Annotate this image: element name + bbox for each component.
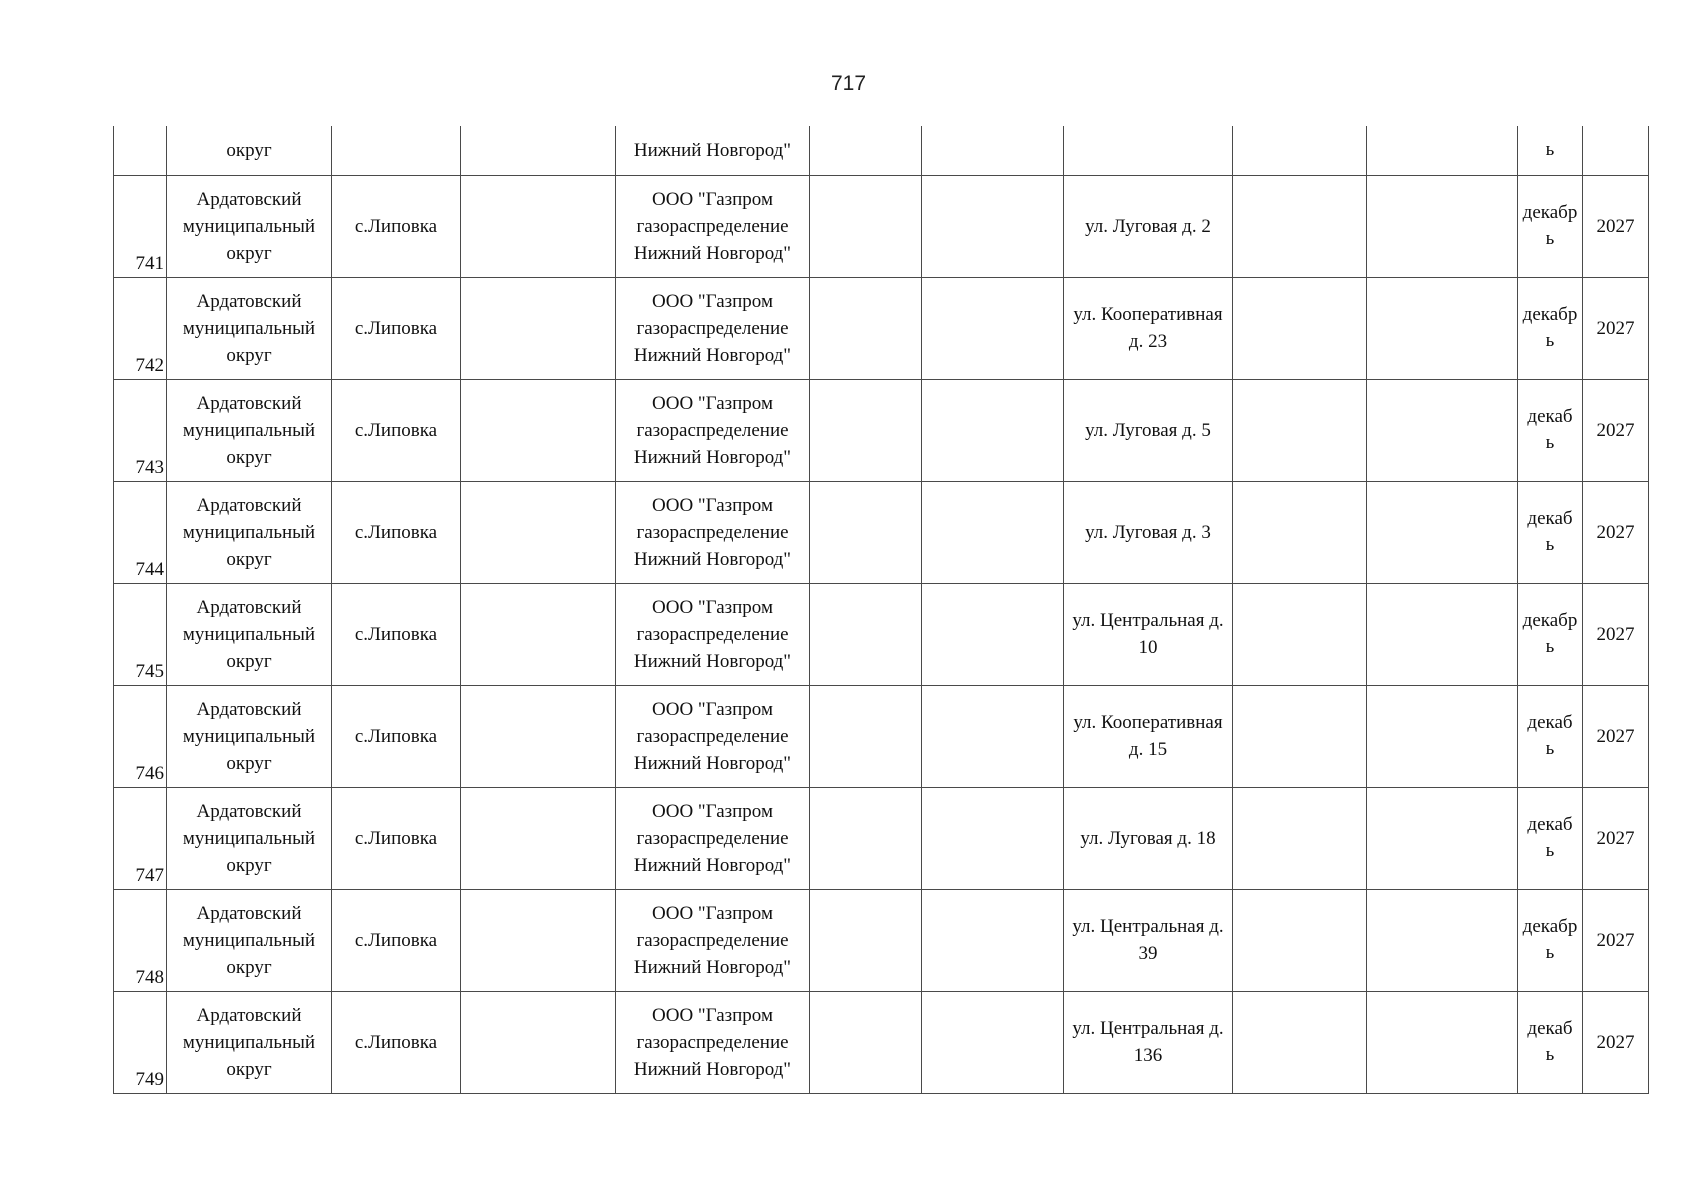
address-line: ул. Луговая д. 5: [1085, 419, 1211, 441]
district-cell: [167, 991, 332, 1093]
empty-cell: [810, 379, 922, 481]
num-cell: 749: [114, 991, 167, 1093]
company-line: Нижний Новгород": [633, 446, 792, 468]
empty-cell: [1367, 126, 1518, 175]
company-line: ООО "Газпром: [652, 596, 773, 618]
year-cell: 2027: [1583, 685, 1649, 787]
num-cell: 745: [114, 583, 167, 685]
settlement-cell: с.Липовка: [332, 481, 461, 583]
district-line: муниципальный: [182, 521, 316, 543]
empty-cell: [1233, 583, 1367, 685]
address-line: ул. Луговая д. 2: [1085, 215, 1211, 237]
company-line: Нижний Новгород": [633, 956, 792, 978]
company-cell: [616, 991, 810, 1093]
empty-cell: [1233, 379, 1367, 481]
company-cell: [616, 787, 810, 889]
company-line: газораспределение: [636, 1031, 789, 1053]
empty-cell: [1367, 991, 1518, 1093]
empty-cell: [810, 126, 922, 175]
month-line: ь: [1545, 840, 1555, 861]
company-line: Нижний Новгород": [633, 854, 792, 876]
company-line: ООО "Газпром: [652, 902, 773, 924]
address-line: д. 23: [1128, 331, 1168, 352]
district-line: округ: [226, 752, 272, 774]
address-cell: [1064, 991, 1233, 1093]
empty-cell: [810, 787, 922, 889]
settlement-cell: [332, 126, 461, 175]
district-line: Ардатовский: [196, 698, 302, 720]
empty-cell: [1367, 277, 1518, 379]
company-line: ООО "Газпром: [652, 290, 773, 312]
company-line: газораспределение: [636, 725, 789, 747]
settlement-cell: с.Липовка: [332, 277, 461, 379]
settlement-cell: с.Липовка: [332, 889, 461, 991]
month-line: ь: [1545, 636, 1555, 657]
year-cell: 2027: [1583, 889, 1649, 991]
month-line: ь: [1545, 432, 1555, 453]
empty-cell: [1233, 991, 1367, 1093]
company-cell: [616, 889, 810, 991]
month-line: декабр: [1522, 304, 1578, 325]
month-cell: [1518, 379, 1583, 481]
empty-cell: [922, 991, 1064, 1093]
address-cell: [1064, 175, 1233, 277]
company-line: газораспределение: [636, 623, 789, 645]
district-line: муниципальный: [182, 1031, 316, 1053]
address-line: д. 15: [1128, 739, 1168, 760]
year-cell: 2027: [1583, 277, 1649, 379]
company-line: ООО "Газпром: [652, 800, 773, 822]
month-cell: [1518, 787, 1583, 889]
company-line: газораспределение: [636, 215, 789, 237]
district-line: округ: [226, 548, 272, 570]
company-line: газораспределение: [636, 419, 789, 441]
month-cell: [1518, 685, 1583, 787]
empty-cell: [1233, 126, 1367, 175]
table-row: [114, 583, 1649, 685]
table-row: [114, 685, 1649, 787]
year-cell: 2027: [1583, 175, 1649, 277]
empty-cell: [461, 175, 616, 277]
settlement-cell: с.Липовка: [332, 787, 461, 889]
month-line: декабр: [1522, 202, 1578, 223]
address-cell: [1064, 889, 1233, 991]
company-line: газораспределение: [636, 317, 789, 339]
address-line: ул. Центральная д.: [1072, 1018, 1224, 1039]
district-line: муниципальный: [182, 929, 316, 951]
year-cell: 2027: [1583, 991, 1649, 1093]
district-line: округ: [226, 1058, 272, 1080]
settlement-cell: с.Липовка: [332, 991, 461, 1093]
empty-cell: [461, 379, 616, 481]
empty-cell: [1367, 583, 1518, 685]
num-cell: 742: [114, 277, 167, 379]
table-row: [114, 991, 1649, 1093]
empty-cell: [1367, 685, 1518, 787]
year-cell: 2027: [1583, 481, 1649, 583]
year-cell: [1583, 126, 1649, 175]
empty-cell: [922, 175, 1064, 277]
month-line: декаб: [1527, 508, 1573, 529]
district-line: округ: [226, 242, 272, 264]
month-line: декаб: [1527, 406, 1573, 427]
empty-cell: [810, 277, 922, 379]
month-line: декабр: [1522, 610, 1578, 631]
table-row: [114, 277, 1649, 379]
month-line: декаб: [1527, 1018, 1573, 1039]
district-cell: [167, 787, 332, 889]
num-cell: 747: [114, 787, 167, 889]
empty-cell: [461, 685, 616, 787]
month-cell: ь: [1518, 126, 1583, 175]
company-line: ООО "Газпром: [652, 392, 773, 414]
address-line: ул. Центральная д.: [1072, 916, 1224, 937]
month-line: ь: [1545, 738, 1555, 759]
company-cell: [616, 175, 810, 277]
company-cell: [616, 277, 810, 379]
address-cell: [1064, 685, 1233, 787]
address-cell: [1064, 379, 1233, 481]
num-cell: [114, 126, 167, 175]
month-line: ь: [1545, 534, 1555, 555]
district-cell: [167, 481, 332, 583]
company-line: Нижний Новгород": [633, 650, 792, 672]
company-line: Нижний Новгород": [633, 548, 792, 570]
empty-cell: [1233, 889, 1367, 991]
district-cell: [167, 379, 332, 481]
empty-cell: [810, 685, 922, 787]
empty-cell: [1233, 277, 1367, 379]
year-cell: 2027: [1583, 379, 1649, 481]
month-line: ь: [1545, 942, 1555, 963]
empty-cell: [1367, 481, 1518, 583]
empty-cell: [810, 889, 922, 991]
empty-cell: [1367, 379, 1518, 481]
address-cell: [1064, 126, 1233, 175]
month-line: ь: [1545, 330, 1555, 351]
month-cell: [1518, 175, 1583, 277]
district-line: Ардатовский: [196, 1004, 302, 1026]
address-line: ул. Кооперативная: [1073, 712, 1223, 733]
district-line: Ардатовский: [196, 596, 302, 618]
district-line: муниципальный: [182, 623, 316, 645]
empty-cell: [461, 787, 616, 889]
empty-cell: [810, 175, 922, 277]
empty-cell: [922, 583, 1064, 685]
empty-cell: [1233, 685, 1367, 787]
district-cell: [167, 175, 332, 277]
company-cell: [616, 481, 810, 583]
month-cell: [1518, 481, 1583, 583]
empty-cell: [922, 787, 1064, 889]
month-cell: [1518, 991, 1583, 1093]
month-line: ь: [1545, 228, 1555, 249]
empty-cell: [1367, 787, 1518, 889]
empty-cell: [810, 583, 922, 685]
company-line: Нижний Новгород": [633, 242, 792, 264]
district-line: муниципальный: [182, 215, 316, 237]
settlement-cell: с.Липовка: [332, 379, 461, 481]
address-cell: [1064, 277, 1233, 379]
district-line: Ардатовский: [196, 494, 302, 516]
company-line: газораспределение: [636, 521, 789, 543]
address-line: 10: [1138, 637, 1158, 658]
district-line: Ардатовский: [196, 902, 302, 924]
empty-cell: [810, 481, 922, 583]
table-row: [114, 379, 1649, 481]
address-line: ул. Луговая д. 3: [1085, 521, 1211, 543]
district-line: муниципальный: [182, 419, 316, 441]
district-line: муниципальный: [182, 317, 316, 339]
district-line: муниципальный: [182, 827, 316, 849]
table-row: [114, 787, 1649, 889]
district-cell: [167, 685, 332, 787]
empty-cell: [922, 889, 1064, 991]
table-row: [114, 481, 1649, 583]
empty-cell: [461, 991, 616, 1093]
district-line: округ: [226, 956, 272, 978]
month-cell: [1518, 277, 1583, 379]
address-line: 39: [1138, 943, 1158, 964]
continuation-row: [114, 126, 1649, 175]
company-line: газораспределение: [636, 827, 789, 849]
empty-cell: [922, 481, 1064, 583]
district-cell: округ: [167, 126, 332, 175]
empty-cell: [461, 126, 616, 175]
empty-cell: [922, 277, 1064, 379]
company-cell: [616, 583, 810, 685]
month-line: декабр: [1522, 916, 1578, 937]
settlement-cell: с.Липовка: [332, 583, 461, 685]
empty-cell: [461, 889, 616, 991]
district-line: Ардатовский: [196, 392, 302, 414]
page-number: 717: [830, 72, 867, 95]
district-cell: [167, 889, 332, 991]
empty-cell: [1233, 787, 1367, 889]
table-row: [114, 889, 1649, 991]
address-cell: [1064, 481, 1233, 583]
empty-cell: [461, 277, 616, 379]
empty-cell: [1367, 175, 1518, 277]
district-line: округ: [226, 446, 272, 468]
records-table: [113, 126, 1649, 1094]
month-line: декаб: [1527, 712, 1573, 733]
settlement-cell: с.Липовка: [332, 685, 461, 787]
settlement-cell: с.Липовка: [332, 175, 461, 277]
empty-cell: [1367, 889, 1518, 991]
company-cell: [616, 685, 810, 787]
num-cell: 744: [114, 481, 167, 583]
address-line: ул. Центральная д.: [1072, 610, 1224, 631]
company-cell: [616, 379, 810, 481]
table-row: [114, 175, 1649, 277]
year-cell: 2027: [1583, 787, 1649, 889]
empty-cell: [461, 583, 616, 685]
empty-cell: [922, 685, 1064, 787]
month-line: ь: [1545, 1044, 1555, 1065]
address-line: ул. Луговая д. 18: [1080, 827, 1216, 849]
address-cell: [1064, 787, 1233, 889]
address-line: ул. Кооперативная: [1073, 304, 1223, 325]
district-line: Ардатовский: [196, 800, 302, 822]
month-cell: [1518, 889, 1583, 991]
company-line: Нижний Новгород": [633, 344, 792, 366]
district-line: Ардатовский: [196, 188, 302, 210]
company-line: Нижний Новгород": [633, 1058, 792, 1080]
empty-cell: [922, 126, 1064, 175]
empty-cell: [810, 991, 922, 1093]
month-cell: [1518, 583, 1583, 685]
num-cell: 746: [114, 685, 167, 787]
company-line: ООО "Газпром: [652, 698, 773, 720]
district-line: Ардатовский: [196, 290, 302, 312]
district-line: муниципальный: [182, 725, 316, 747]
num-cell: 741: [114, 175, 167, 277]
address-cell: [1064, 583, 1233, 685]
company-line: ООО "Газпром: [652, 494, 773, 516]
empty-cell: [1233, 175, 1367, 277]
empty-cell: [922, 379, 1064, 481]
company-line: Нижний Новгород": [633, 752, 792, 774]
address-line: 136: [1133, 1045, 1163, 1066]
empty-cell: [461, 481, 616, 583]
empty-cell: [1233, 481, 1367, 583]
district-line: округ: [226, 344, 272, 366]
district-line: округ: [226, 650, 272, 672]
year-cell: 2027: [1583, 583, 1649, 685]
num-cell: 748: [114, 889, 167, 991]
district-cell: [167, 583, 332, 685]
num-cell: 743: [114, 379, 167, 481]
month-line: декаб: [1527, 814, 1573, 835]
company-cell: Нижний Новгород": [616, 126, 810, 175]
company-line: ООО "Газпром: [652, 188, 773, 210]
district-line: округ: [226, 854, 272, 876]
company-line: газораспределение: [636, 929, 789, 951]
company-line: ООО "Газпром: [652, 1004, 773, 1026]
district-cell: [167, 277, 332, 379]
table-body: [114, 126, 1649, 1093]
